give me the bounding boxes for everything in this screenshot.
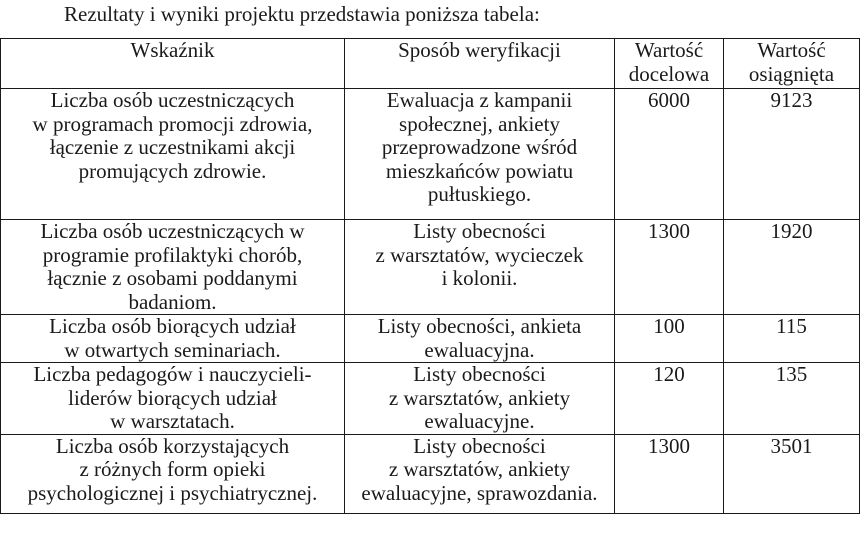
header-achieved-line: osiągnięta [748, 61, 835, 86]
table-row [1, 220, 860, 315]
cell-line: w warsztatach. [110, 409, 235, 433]
indicator-cell [1, 363, 345, 435]
table-row [1, 434, 860, 513]
cell-line: Listy obecności [413, 219, 546, 243]
cell-line: z warsztatów, wycieczek [375, 242, 584, 267]
cell-line: Listy obecności, ankieta [377, 314, 582, 338]
table-row [1, 89, 860, 220]
achieved-value: 1920 [770, 219, 813, 243]
indicator-cell [1, 220, 345, 315]
verification-cell [345, 315, 615, 363]
achieved-value-cell [724, 220, 860, 315]
cell-line: promujących zdrowie. [78, 158, 267, 183]
achieved-value-cell [724, 315, 860, 363]
cell-line: ewaluacyjne, sprawozdania. [361, 480, 598, 505]
cell-line: z warsztatów, ankiety [388, 457, 571, 481]
cell-line: Ewaluacja z kampanii [386, 88, 573, 112]
cell-line: Liczba osób uczestniczących [50, 88, 295, 112]
cell-line: Liczba osób biorących udział [49, 314, 296, 338]
target-value-cell [615, 89, 724, 220]
target-value-cell [615, 363, 724, 435]
target-value: 1300 [648, 219, 690, 243]
table-header-row [1, 39, 860, 89]
header-target-line: Wartość [634, 38, 704, 62]
verification-cell [345, 220, 615, 315]
cell-line: Liczba osób uczestniczących w [40, 219, 305, 243]
cell-line: programie profilaktyki chorób, [42, 242, 303, 267]
header-verification-label: Sposób weryfikacji [398, 38, 561, 62]
header-achieved [724, 39, 860, 89]
header-indicator [1, 39, 345, 89]
verification-cell [345, 363, 615, 435]
table-row [1, 315, 860, 363]
cell-line: łączenie z uczestnikami akcji [49, 135, 296, 159]
cell-line: w programach promocji zdrowia, [32, 111, 313, 136]
achieved-value-cell [724, 89, 860, 220]
cell-line: z różnych form opieki [79, 457, 266, 481]
cell-line: pułtuskiego. [427, 182, 532, 206]
header-target [615, 39, 724, 89]
cell-line: z warsztatów, ankiety [388, 385, 571, 410]
achieved-value-cell [724, 363, 860, 435]
achieved-value: 3501 [770, 434, 813, 458]
verification-cell [345, 89, 615, 220]
target-value: 120 [653, 362, 685, 386]
target-value: 1300 [648, 434, 690, 458]
cell-line: psychologicznej i psychiatrycznej. [27, 480, 318, 505]
cell-line: łącznie z osobami poddanymi [47, 266, 298, 290]
cell-line: Listy obecności [413, 362, 546, 386]
header-verification [345, 39, 615, 89]
achieved-value: 135 [775, 362, 808, 386]
achieved-value: 115 [776, 314, 807, 338]
verification-cell [345, 434, 615, 513]
target-value: 6000 [648, 88, 690, 112]
cell-line: Liczba osób korzystających [55, 434, 290, 458]
cell-line: Listy obecności [413, 434, 546, 458]
cell-line: przeprowadzone wśród [381, 135, 578, 159]
target-value-cell [615, 315, 724, 363]
cell-line: liderów biorących udział [68, 385, 277, 410]
indicator-cell [1, 89, 345, 220]
header-indicator-label: Wskaźnik [130, 38, 215, 62]
target-value-cell [615, 434, 724, 513]
cell-line: społecznej, ankiety [399, 111, 560, 136]
header-achieved-line: Wartość [757, 38, 826, 62]
cell-line: ewaluacyjne. [424, 409, 535, 433]
intro-text: Rezultaty i wyniki projektu przedstawia poniższa tabela: [64, 2, 540, 26]
cell-line: i kolonii. [441, 266, 518, 290]
target-value-cell [615, 220, 724, 315]
cell-line: ewaluacyjna. [424, 337, 535, 362]
target-value: 100 [653, 314, 685, 338]
header-target-line: docelowa [628, 61, 710, 86]
achieved-value: 9123 [770, 88, 813, 112]
indicator-cell [1, 434, 345, 513]
results-table [0, 38, 860, 514]
cell-line: w otwartych seminariach. [64, 337, 281, 362]
achieved-value-cell [724, 434, 860, 513]
cell-line: badaniom. [128, 289, 217, 314]
table-row [1, 363, 860, 435]
cell-line: mieszkańców powiatu [385, 158, 574, 183]
indicator-cell [1, 315, 345, 363]
cell-line: Liczba pedagogów i nauczycieli- [33, 362, 312, 386]
